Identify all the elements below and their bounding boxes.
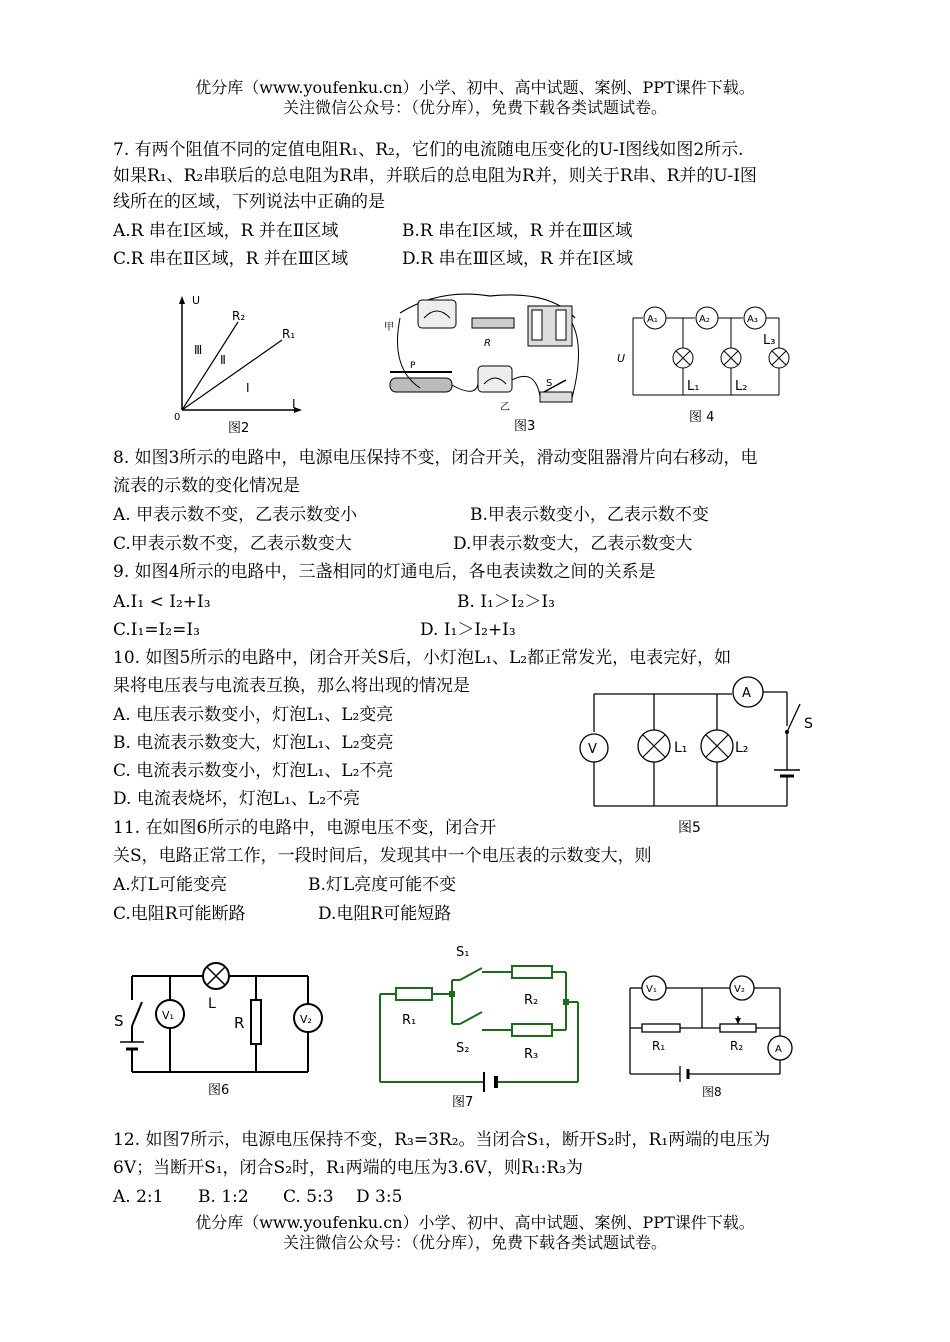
fig4-a1: A₁ xyxy=(647,314,658,325)
q10-option-b: B. 电流表示数变大，灯泡L₁、L₂变亮 xyxy=(113,733,394,753)
q11-option-c: C.电阻R可能断路 xyxy=(113,904,246,924)
fig4-l3: L₃ xyxy=(763,333,776,348)
fig7-s1: S₁ xyxy=(456,945,470,960)
q12-option-c: C. 5:3 xyxy=(283,1187,334,1207)
fig5-a: A xyxy=(742,686,751,701)
fig6-r: R xyxy=(234,1014,245,1032)
q9-stem-1: 9. 如图4所示的电路中，三盏相同的灯通电后，各电表读数之间的关系是 xyxy=(113,562,656,582)
fig6-l: L xyxy=(208,996,216,1012)
q9-option-a: A.I₁ < I₂+I₃ xyxy=(113,592,211,612)
fig2-r1-label: R₁ xyxy=(282,327,296,341)
fig3-yi-label: 乙 xyxy=(500,402,510,413)
fig4-a3: A₃ xyxy=(747,314,758,325)
q11-option-b: B.灯L亮度可能不变 xyxy=(308,875,457,895)
fig5-l2: L₂ xyxy=(735,740,749,756)
header-line-1: 优分库（www.youfenku.cn）小学、初中、高中试题、案例、PPT课件下载。 xyxy=(195,78,755,97)
q8-stem-1: 8. 如图3所示的电路中，电源电压保持不变，闭合开关，滑动变阻器滑片向右移动，电 xyxy=(113,448,758,468)
fig2-r2-label: R₂ xyxy=(232,309,246,323)
fig5-l1: L₁ xyxy=(674,740,688,756)
figure-8-circuit xyxy=(620,966,800,1110)
q7-stem-3: 线所在的区域，下列说法中正确的是 xyxy=(113,192,385,212)
fig7-r2: R₂ xyxy=(524,993,539,1008)
q10-stem-1: 10. 如图5所示的电路中，闭合开关S后，小灯泡L₁、L₂都正常发光，电表完好，如 xyxy=(113,648,732,668)
fig3-jia-label: 甲 xyxy=(384,322,394,333)
q12-option-b: B. 1:2 xyxy=(198,1187,249,1207)
figure-2-ui-graph xyxy=(170,292,310,441)
q10-option-a: A. 电压表示数变小，灯泡L₁、L₂变亮 xyxy=(113,705,394,725)
q12-stem-2: 6V；当断开S₁，闭合S₂时，R₁两端的电压为3.6V，则R₁:R₃为 xyxy=(113,1158,583,1178)
fig4-l1: L₁ xyxy=(687,379,700,394)
fig8-a: A xyxy=(775,1044,782,1055)
q11-stem-2: 关S，电路正常工作，一段时间后，发现其中一个电压表的示数变大，则 xyxy=(113,846,652,866)
q12-option-d: D 3:5 xyxy=(356,1187,403,1207)
q8-option-a: A. 甲表示数不变，乙表示数变小 xyxy=(113,505,358,525)
fig6-caption: 图6 xyxy=(208,1083,230,1098)
fig8-v1: V₁ xyxy=(646,984,657,995)
fig2-zone-3: Ⅲ xyxy=(194,343,203,357)
figure-5-circuit xyxy=(572,676,832,840)
q10-option-d: D. 电流表烧坏，灯泡L₁、L₂不亮 xyxy=(113,789,361,809)
q9-option-c: C.I₁=I₂=I₃ xyxy=(113,620,200,640)
fig6-v2: V₂ xyxy=(300,1013,312,1026)
q9-option-d: D. I₁＞I₂+I₃ xyxy=(420,620,516,640)
fig4-caption: 图 4 xyxy=(689,410,715,425)
fig7-caption: 图7 xyxy=(452,1095,474,1110)
q8-option-b: B.甲表示数变小，乙表示数不变 xyxy=(470,505,709,525)
fig3-p-label: P xyxy=(410,361,416,371)
fig3-r-label: R xyxy=(484,338,491,349)
q12-option-a: A. 2:1 xyxy=(113,1187,164,1207)
header-line-2: 关注微信公众号：（优分库），免费下载各类试题试卷。 xyxy=(282,98,667,117)
fig4-a2: A₂ xyxy=(699,314,710,325)
figure-6-circuit xyxy=(112,956,337,1108)
fig2-origin: 0 xyxy=(174,412,181,423)
fig5-v: V xyxy=(588,742,597,757)
fig4-u: U xyxy=(617,352,626,365)
q9-option-b: B. I₁＞I₂＞I₃ xyxy=(457,592,555,612)
q7-option-d: D.R 串在Ⅲ区域，R 并在Ⅰ区域 xyxy=(402,249,633,269)
q8-stem-2: 流表的示数的变化情况是 xyxy=(113,476,300,496)
fig7-s2: S₂ xyxy=(456,1041,470,1056)
fig2-u-label: U xyxy=(192,294,201,307)
fig2-caption: 图2 xyxy=(228,421,250,436)
q11-stem-1: 11. 在如图6所示的电路中，电源电压不变，闭合开 xyxy=(113,818,497,838)
q7-option-c: C.R 串在Ⅱ区域，R 并在Ⅲ区域 xyxy=(113,249,349,269)
fig8-r1: R₁ xyxy=(652,1039,666,1053)
fig3-s-label: S xyxy=(546,378,553,389)
fig5-caption: 图5 xyxy=(678,820,701,836)
figure-4-circuit xyxy=(615,300,805,434)
q12-stem-1: 12. 如图7所示，电源电压保持不变，R₃=3R₂。当闭合S₁，断开S₂时，R₁两端的电压为 xyxy=(113,1130,771,1150)
fig4-l2: L₂ xyxy=(735,379,748,394)
fig2-zone-1: Ⅰ xyxy=(246,381,250,395)
fig8-r2: R₂ xyxy=(730,1039,744,1053)
fig8-caption: 图8 xyxy=(702,1085,722,1099)
figure-7-circuit xyxy=(372,932,587,1114)
q11-option-a: A.灯L可能变亮 xyxy=(113,875,227,895)
q10-stem-2: 果将电压表与电流表互换，那么将出现的情况是 xyxy=(113,676,470,696)
q11-option-d: D.电阻R可能短路 xyxy=(318,904,452,924)
fig3-caption: 图3 xyxy=(514,419,536,434)
fig5-s: S xyxy=(804,716,813,732)
footer-line-1: 优分库（www.youfenku.cn）小学、初中、高中试题、案例、PPT课件下载。 xyxy=(195,1213,755,1232)
q8-option-c: C.甲表示数不变，乙表示数变大 xyxy=(113,534,352,554)
footer-line-2: 关注微信公众号：（优分库），免费下载各类试题试卷。 xyxy=(282,1233,667,1252)
fig6-v1: V₁ xyxy=(162,1009,174,1022)
q7-option-b: B.R 串在Ⅰ区域，R 并在Ⅲ区域 xyxy=(402,221,633,241)
q10-option-c: C. 电流表示数变小，灯泡L₁、L₂不亮 xyxy=(113,761,394,781)
q7-stem-2: 如果R₁、R₂串联后的总电阻为R串，并联后的总电阻为R并，则关于R串、R并的U-I图 xyxy=(113,166,757,186)
fig8-v2: V₂ xyxy=(734,984,745,995)
figure-3-circuit-photo xyxy=(380,288,590,442)
fig6-s: S xyxy=(114,1012,124,1030)
fig7-r1: R₁ xyxy=(402,1013,417,1028)
q8-option-d: D.甲表示数变大，乙表示数变大 xyxy=(453,534,693,554)
fig2-zone-2: Ⅱ xyxy=(220,353,226,367)
q7-stem-1: 7. 有两个阻值不同的定值电阻R₁、R₂，它们的电流随电压变化的U-I图线如图2所示. xyxy=(113,140,744,160)
fig7-r3: R₃ xyxy=(524,1047,539,1062)
fig2-i-label: I xyxy=(292,397,296,411)
q7-option-a: A.R 串在Ⅰ区域，R 并在Ⅱ区域 xyxy=(113,221,339,241)
